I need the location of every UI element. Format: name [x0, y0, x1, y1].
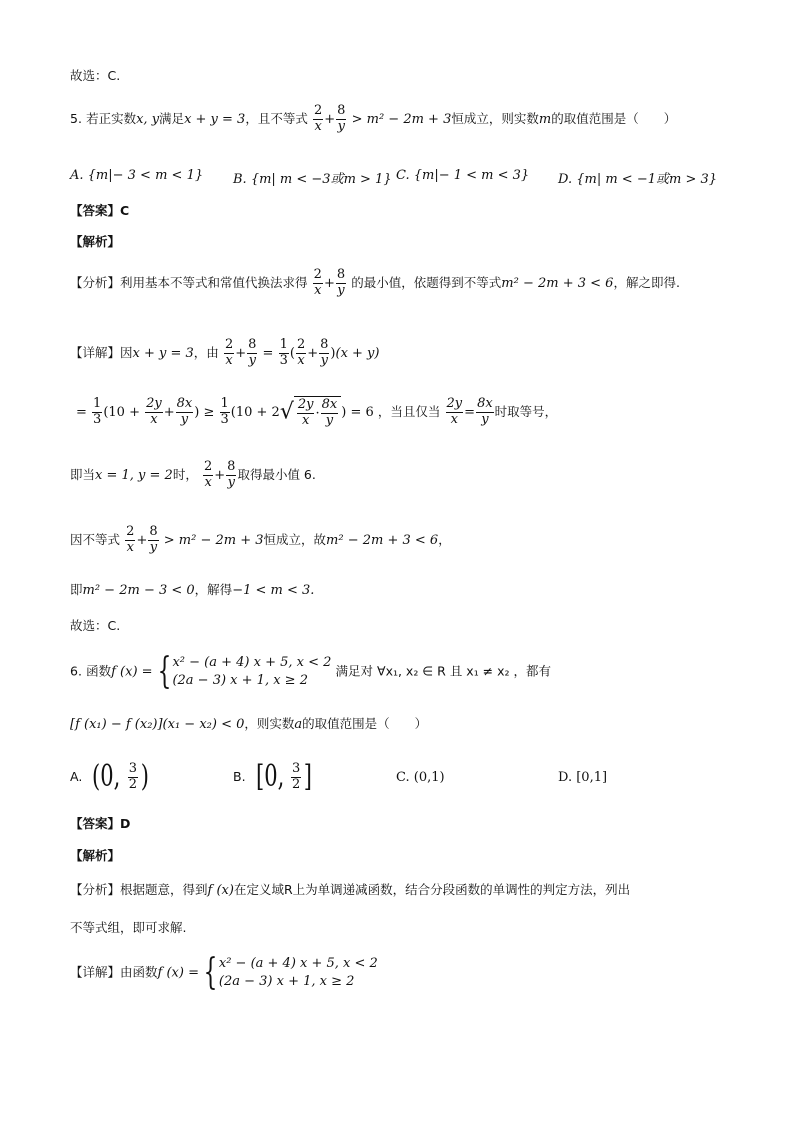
option-d: D. [0,1] — [558, 770, 608, 785]
analysis-line: 【分析】根据题意，得到f (x)在定义域R上为单调递减函数，结合分段函数的单调性的判定方法，列出 — [70, 882, 631, 898]
option-b: B. {m| m < −3或m > 1} — [233, 172, 392, 187]
solution-line-5: 即m² − 2m − 3 < 0，解得−1 < m < 3. — [70, 582, 315, 598]
question-5: 5. 若正实数x, y满足x + y = 3，且不等式 $\frac{2}{x}$ + $\frac{8}{y}$ > m² − 2m + 3恒成立，则实数m的取值范围是（ ） — [70, 103, 677, 134]
answer-choice-line: 故选：C. — [70, 68, 121, 83]
solution-line-4: 因不等式 $\frac{2}{x}$ + $\frac{8}{y}$ > m² − 2m + 3恒成立，故m² − 2m + 3 < 6， — [70, 524, 451, 555]
option-d: D. {m| m < −1或m > 3} — [558, 172, 718, 187]
piecewise-function: x² − (a + 4) x + 5, x < 2 (2a − 3) x + 1, x ≥ 2 — [172, 655, 332, 688]
option-a: A. (0, $\frac{3}{2}$ ) — [70, 759, 150, 795]
analysis-label: 【解析】 — [70, 234, 121, 249]
option-c: C. (0,1) — [396, 770, 445, 785]
fraction: $\frac{8}{y}$ — [337, 103, 346, 134]
analysis-line: 【分析】利用基本不等式和常值代换法求得 $\frac{2}{x}$ + $\frac{8}{y}$ 的最小值，依题得到不等式m² − 2m + 3 < 6，解之即得. — [70, 267, 680, 298]
option-c: C. {m|− 1 < m < 3} — [396, 168, 530, 183]
answer-choice-line-2: 故选：C. — [70, 618, 121, 633]
option-a: A. {m|− 3 < m < 1} — [70, 168, 204, 183]
fraction: $\frac{2}{x}$ — [313, 103, 323, 134]
answer-label: 【答案】D — [70, 816, 131, 831]
question-6-line-2: [f (x₁) − f (x₂)](x₁ − x₂) < 0，则实数a的取值范围是（ ） — [70, 716, 428, 732]
analysis-line-2: 不等式组，即可求解. — [70, 920, 187, 935]
option-b: B. [0, $\frac{3}{2}$ ] — [233, 759, 313, 795]
question-6: 6. 函数f (x) = { x² − (a + 4) x + 5, x < 2 (2a − 3) x + 1, x ≥ 2 满足对 ∀x₁, x₂ ∈ R 且 x₁ ≠ x₂ ，都有 — [70, 651, 552, 692]
analysis-label: 【解析】 — [70, 848, 121, 863]
solution-line-2: = $\frac{1}{3}$ (10 + $\frac{2y}{x}$ + $\frac{8x}{y}$ ) ≥ $\frac{1}{3}$ (10 + 2√ $\frac{2y}{x}$ · $\frac{8x}{y}$ ) = 6 ，当且仅当 $\frac{2y}{x}$ = $\frac{8x}{y}$ 时取等号， — [76, 396, 558, 428]
solution-line-6: 【详解】由函数f (x) = { x² − (a + 4) x + 5, x < 2 (2a − 3) x + 1, x ≥ 2 — [70, 952, 378, 993]
piecewise-function: x² − (a + 4) x + 5, x < 2 (2a − 3) x + 1, x ≥ 2 — [218, 956, 378, 989]
square-root: $\frac{2y}{x}$ · $\frac{8x}{y}$ — [294, 396, 341, 429]
solution-line-1: 【详解】因x + y = 3，由 $\frac{2}{x}$ + $\frac{8}{y}$ = $\frac{1}{3}$ ( $\frac{2}{x}$ + $\frac{8}{y}$ )(x + y) — [70, 337, 380, 368]
answer-label: 【答案】C — [70, 203, 130, 218]
solution-line-3: 即当x = 1, y = 2时， $\frac{2}{x}$ + $\frac{8}{y}$ 取得最小值 6. — [70, 459, 316, 490]
